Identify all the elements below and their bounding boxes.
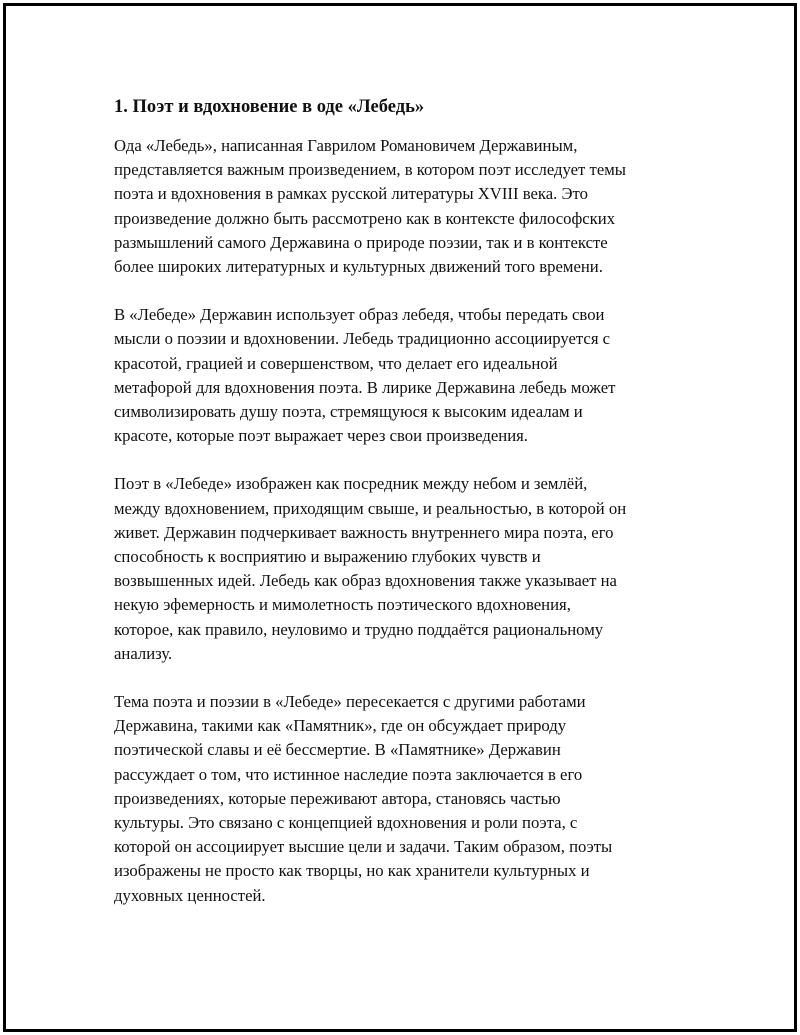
line: которое, как правило, неуловимо и трудно поддаётся рациональному bbox=[114, 619, 604, 639]
line: возвышенных идей. Лебедь как образ вдохновения также указывает на bbox=[114, 571, 617, 591]
line: мысли о поэзии и вдохновении. Лебедь традиционно ассоциируется с bbox=[114, 329, 611, 349]
paragraph-3 bbox=[114, 472, 694, 666]
line: размышлений самого Державина о природе поэзии, так и в контексте bbox=[114, 232, 608, 252]
line: произведениях, которые переживают автора, становясь частью bbox=[114, 788, 561, 808]
line: Державина, такими как «Памятник», где он обсуждает природу bbox=[114, 716, 567, 736]
paragraph-2 bbox=[114, 303, 694, 448]
line: культуры. Это связано с концепцией вдохновения и роли поэта, с bbox=[114, 813, 578, 833]
line: Поэт в «Лебеде» изображен как посредник между небом и землёй, bbox=[114, 474, 588, 494]
line: красотой, грацией и совершенством, что делает его идеальной bbox=[114, 353, 558, 373]
line: метафорой для вдохновения поэта. В лирике Державина лебедь может bbox=[114, 377, 616, 397]
line: изображены не просто как творцы, но как хранители культурных и bbox=[114, 861, 590, 881]
line: Тема поэта и поэзии в «Лебеде» пересекается с другими работами bbox=[114, 692, 586, 712]
line: произведение должно быть рассмотрено как в контексте философских bbox=[114, 208, 616, 228]
line: поэтической славы и её бессмертие. В «Памятнике» Державин bbox=[114, 740, 561, 760]
line: анализу. bbox=[114, 643, 173, 663]
line: рассуждает о том, что истинное наследие поэта заключается в его bbox=[114, 764, 583, 784]
document-body bbox=[114, 95, 694, 932]
paragraph-4 bbox=[114, 690, 694, 908]
line: способность к восприятию и выражению глубоких чувств и bbox=[114, 547, 541, 567]
line: живет. Державин подчеркивает важность внутреннего мира поэта, его bbox=[114, 522, 614, 542]
line: В «Лебеде» Державин использует образ лебедя, чтобы передать свои bbox=[114, 305, 605, 325]
line: которой он ассоциирует высшие цели и задачи. Таким образом, поэты bbox=[114, 837, 613, 857]
line: поэта и вдохновения в рамках русской литературы XVIII века. Это bbox=[114, 184, 588, 204]
line: представляется важным произведением, в котором поэт исследует темы bbox=[114, 160, 626, 180]
line: красоте, которые поэт выражает через свои произведения. bbox=[114, 426, 528, 446]
line: между вдохновением, приходящим свыше, и реальностью, в которой он bbox=[114, 498, 627, 518]
line: символизировать душу поэта, стремящуюся к высоким идеалам и bbox=[114, 402, 583, 422]
line: более широких литературных и культурных движений того времени. bbox=[114, 257, 603, 277]
section-heading: 1. Поэт и вдохновение в оде «Лебедь» bbox=[114, 97, 425, 117]
line: Ода «Лебедь», написанная Гаврилом Романовичем Державиным, bbox=[114, 136, 578, 155]
paragraph-1 bbox=[114, 134, 694, 279]
line: духовных ценностей. bbox=[114, 885, 266, 905]
line: некую эфемерность и мимолетность поэтического вдохновения, bbox=[114, 595, 571, 615]
